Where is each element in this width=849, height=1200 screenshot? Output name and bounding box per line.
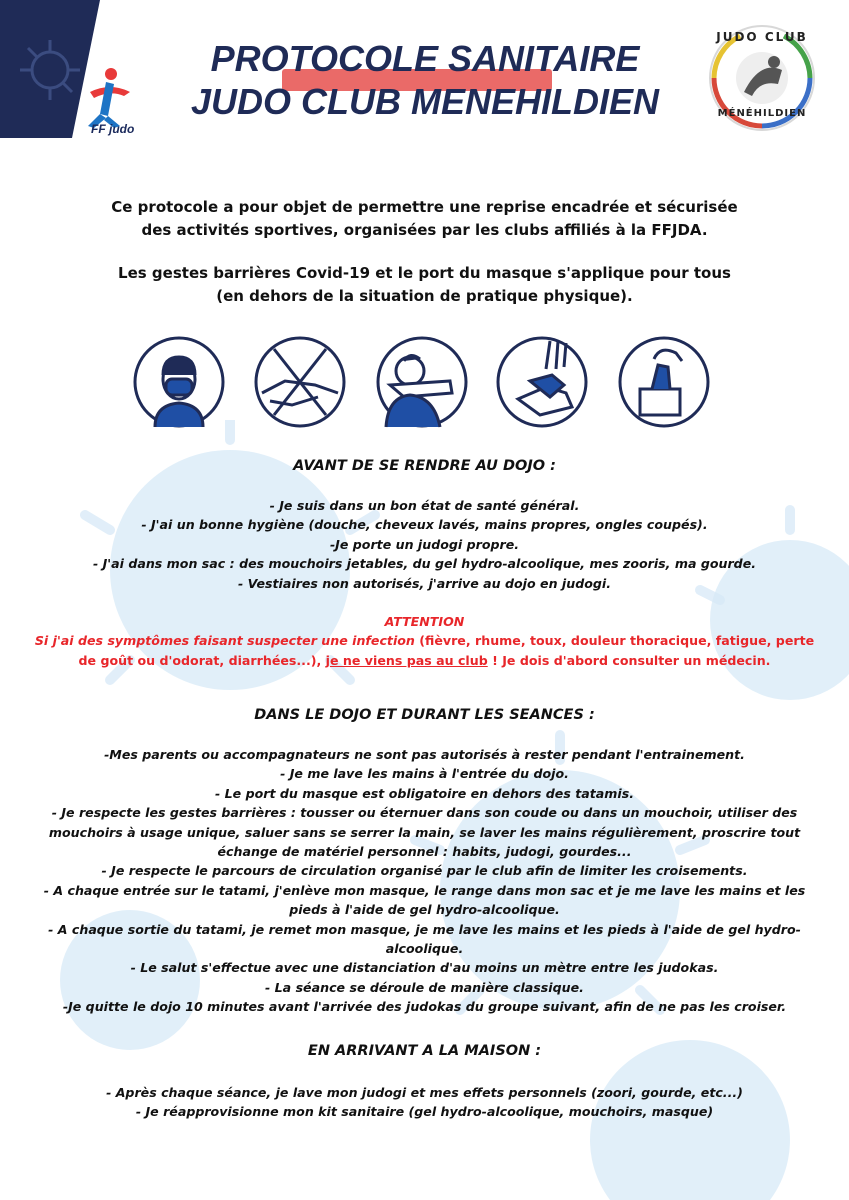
intro-line: Les gestes barrières Covid-19 et le port du masque s'applique pour tous <box>118 264 731 282</box>
list-item: - Le salut s'effectue avec une distanciation d'au moins un mètre entre les judokas. <box>130 960 719 976</box>
list-item: pieds à l'aide de gel hydro-alcoolique. <box>289 902 560 918</box>
list-item: - Je réapprovisionne mon kit sanitaire (gel hydro-alcoolique, mouchoirs, masque) <box>135 1104 714 1120</box>
section-in-dojo-list <box>20 745 829 1017</box>
attention-line2-end: ! Je dois d'abord consulter un médecin. <box>487 652 771 668</box>
list-item: alcoolique. <box>385 941 464 957</box>
list-item: mouchoirs à usage unique, saluer sans se serrer la main, se laver les mains régulièrement, proscrire tout <box>48 824 801 840</box>
section-heading-at-home: EN ARRIVANT A LA MAISON : <box>307 1043 542 1059</box>
intro-line: des activités sportives, organisées par les clubs affiliés à la FFJDA. <box>141 221 708 239</box>
barrier-gestures-icons <box>0 335 849 430</box>
page-title-line1: PROTOCOLE SANITAIRE <box>210 38 640 79</box>
club-logo-bottom-text: MÉNÉHILDIEN <box>717 108 807 119</box>
tissue-icon <box>620 338 708 426</box>
attention-block <box>20 612 829 670</box>
list-item: - J'ai dans mon sac : des mouchoirs jetables, du gel hydro-alcoolique, mes zooris, ma gourde. <box>92 556 757 572</box>
list-item: - La séance se déroule de manière classique. <box>265 979 584 995</box>
attention-rest: (fièvre, rhume, toux, douleur thoracique, fatigue, perte <box>414 633 815 649</box>
cough-elbow-icon <box>378 338 466 427</box>
list-item: -Mes parents ou accompagnateurs ne sont pas autorisés à rester pendant l'entrainement. <box>104 747 745 762</box>
list-item: - Le port du masque est obligatoire en dehors des tatamis. <box>215 785 634 801</box>
attention-line1 <box>20 631 829 650</box>
list-item: -Je porte un judogi propre. <box>329 536 520 552</box>
intro-line: Ce protocole a pour objet de permettre une reprise encadrée et sécurisée <box>111 198 738 216</box>
list-item: -Je quitte le dojo 10 minutes avant l'arrivée des judokas du groupe suivant, afin de ne pas les croiser. <box>62 999 787 1015</box>
intro-paragraph-1 <box>60 196 789 242</box>
attention-line2-start: de goût ou d'odorat, diarrhées...), <box>78 652 326 668</box>
list-item: - Je me lave les mains à l'entrée du dojo. <box>280 766 569 782</box>
attention-italic: Si j'ai des symptômes faisant suspecter une infection <box>34 633 415 649</box>
list-item: échange de matériel personnel : habits, judogi, gourdes... <box>217 844 632 860</box>
intro-line: (en dehors de la situation de pratique physique). <box>216 287 633 305</box>
section-at-home-list <box>20 1083 829 1122</box>
attention-underlined: je ne viens pas au club <box>325 652 488 668</box>
attention-label: ATTENTION <box>384 614 465 629</box>
list-item: - Je respecte le parcours de circulation organisé par le club afin de limiter les croisements. <box>101 863 748 879</box>
section-heading-before-dojo: AVANT DE SE RENDRE AU DOJO : <box>293 458 556 474</box>
section-before-dojo-list <box>20 496 829 593</box>
club-logo-top-text: JUDO CLUB <box>716 30 808 44</box>
list-item: - Vestiaires non autorisés, j'arrive au dojo en judogi. <box>238 575 611 591</box>
page-title-line2: JUDO CLUB MENEHILDIEN <box>190 81 660 122</box>
list-item: - A chaque sortie du tatami, je remet mon masque, je me lave les mains et les pieds à l'aide de gel hydro- <box>48 921 801 937</box>
hand-wash-icon <box>498 338 586 426</box>
list-item: - Je suis dans un bon état de santé général. <box>269 498 580 513</box>
list-item: - A chaque entrée sur le tatami, j'enlève mon masque, le range dans mon sac et je me lave les mains et les <box>43 882 806 898</box>
intro-paragraph-2 <box>60 262 789 308</box>
attention-line2 <box>20 651 829 670</box>
mask-icon <box>135 338 223 427</box>
ffjudo-logo-text: FF judo <box>91 122 135 136</box>
no-handshake-icon <box>256 338 344 426</box>
list-item: - Après chaque séance, je lave mon judogi et mes effets personnels (zoori, gourde, etc...) <box>106 1085 743 1100</box>
list-item: - Je respecte les gestes barrières : tousser ou éternuer dans son coude ou dans un mouchoir, utiliser des <box>51 805 798 821</box>
section-heading-in-dojo: DANS LE DOJO ET DURANT LES SEANCES : <box>254 707 595 723</box>
list-item: - J'ai un bonne hygiène (douche, cheveux lavés, mains propres, ongles coupés). <box>141 517 708 533</box>
